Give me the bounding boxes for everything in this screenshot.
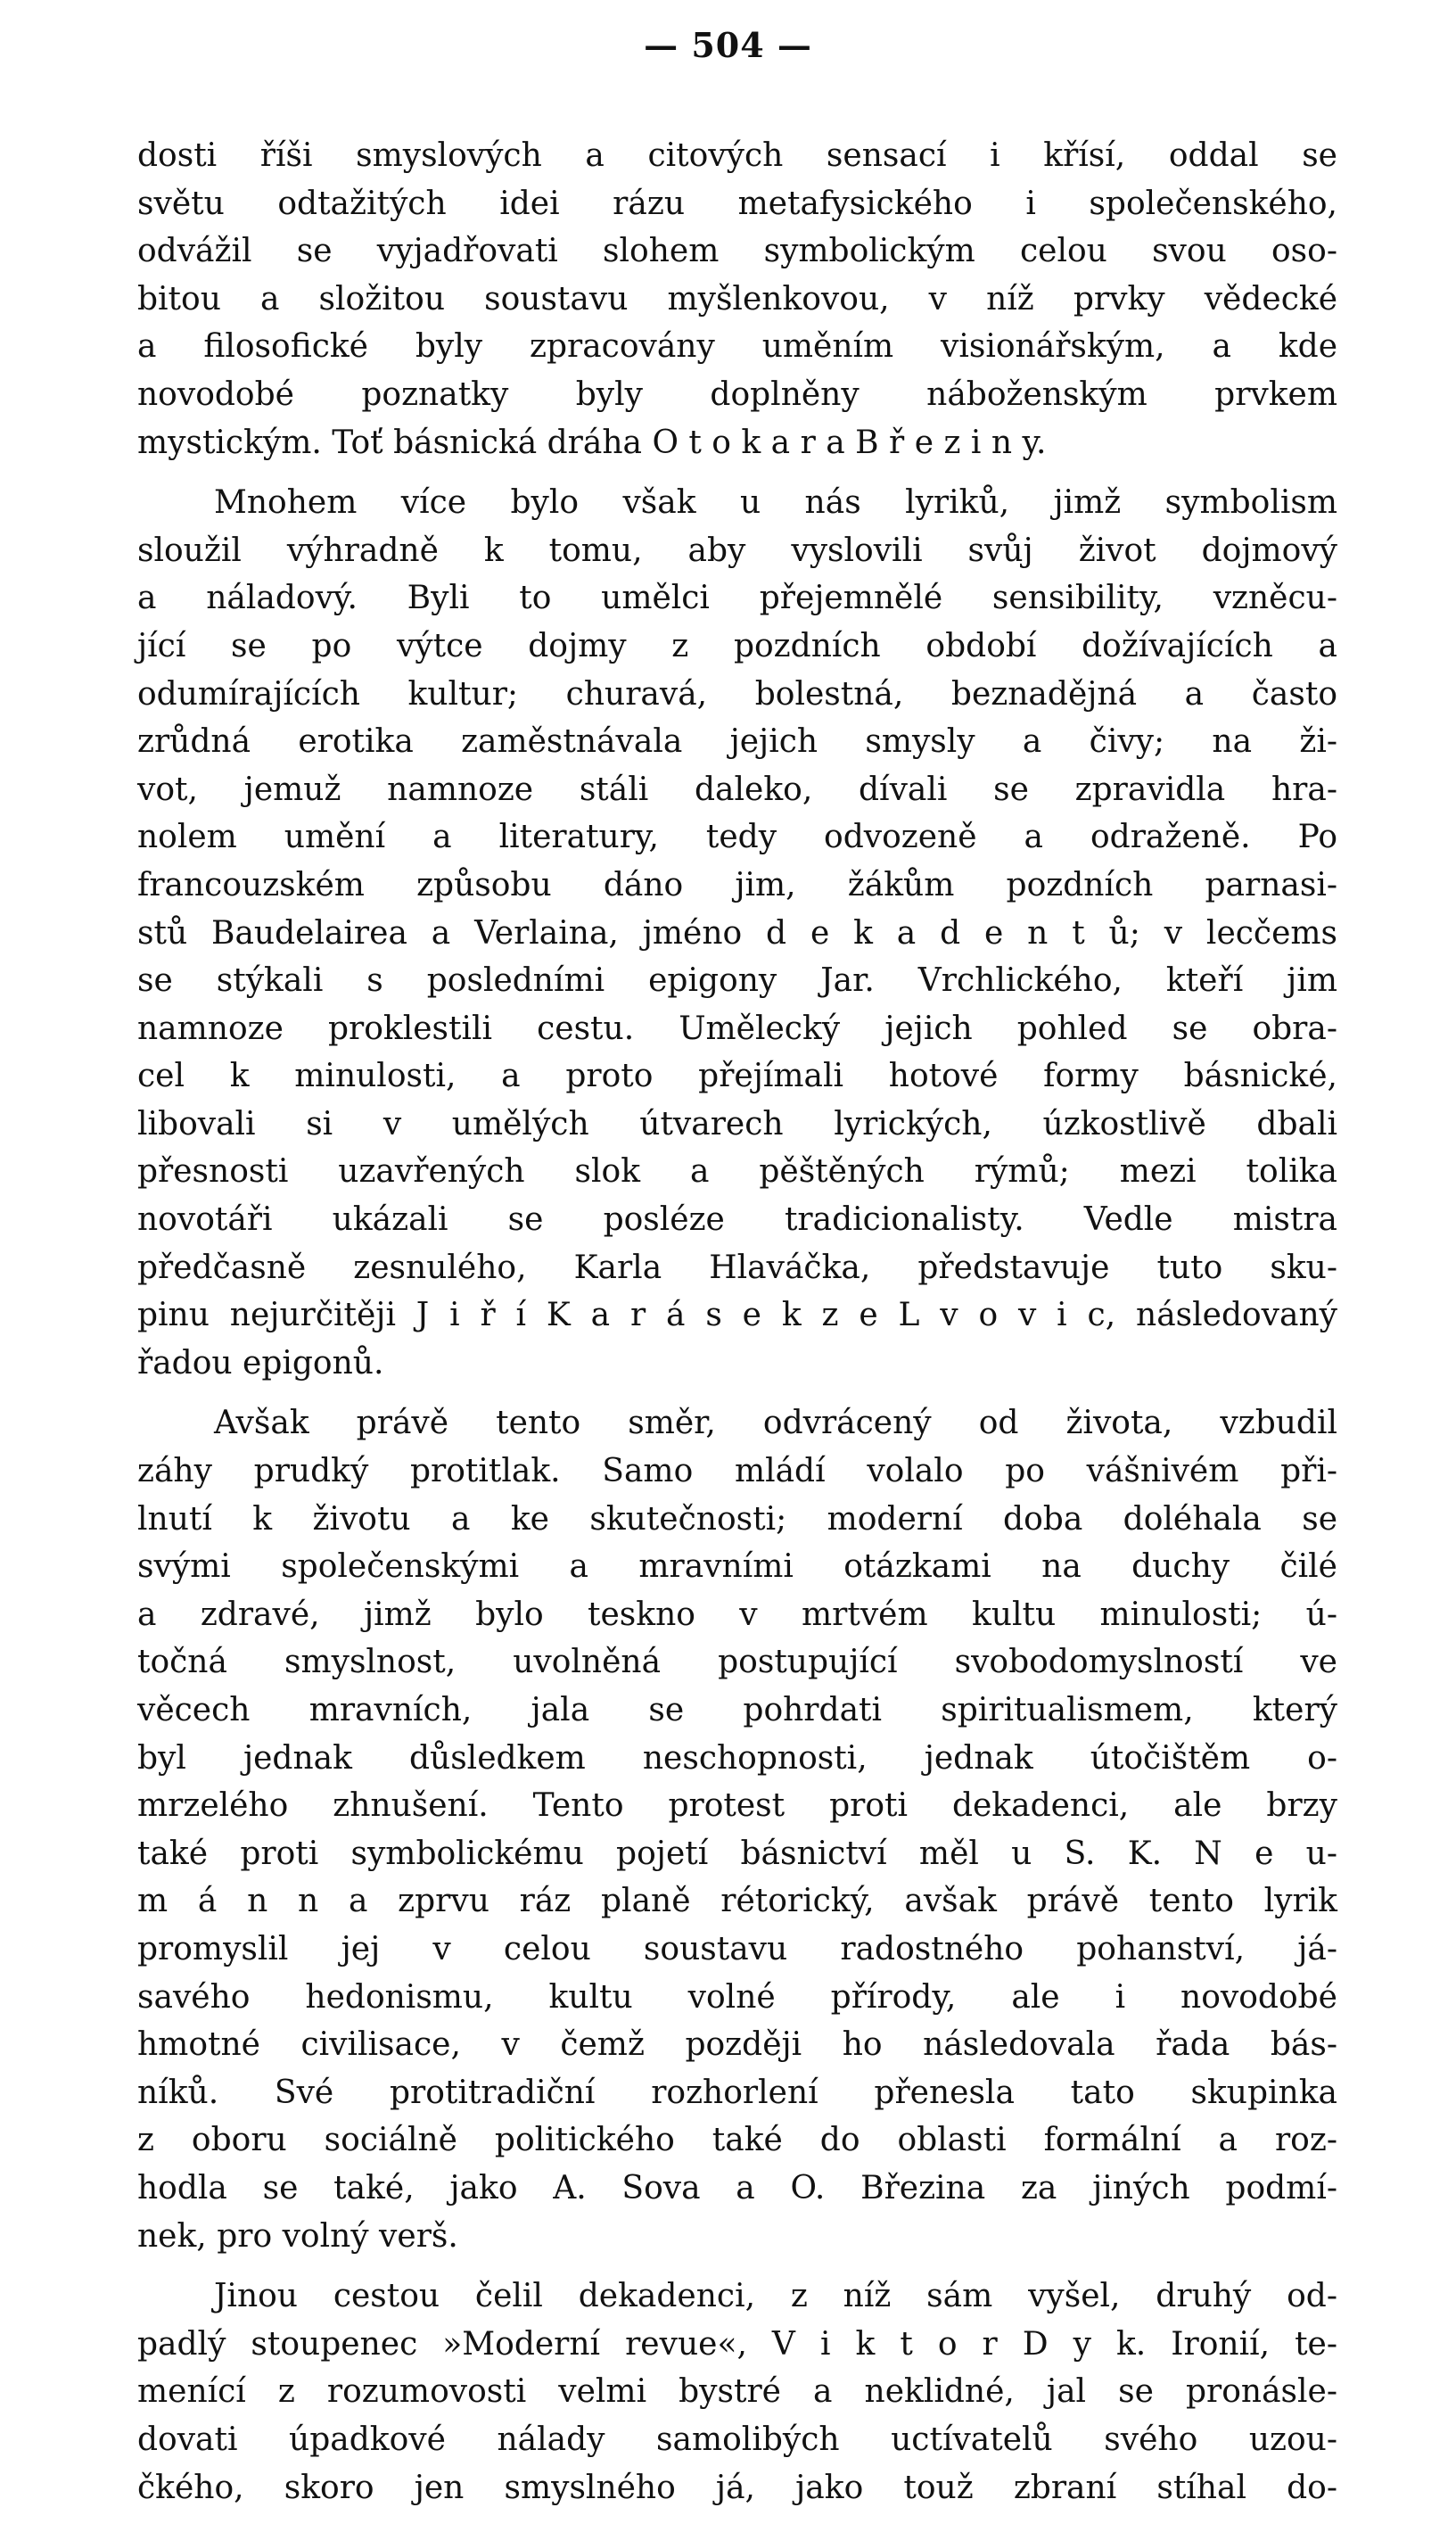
text-line: nek, pro volný verš. xyxy=(137,2217,458,2255)
text-line: promyslil jej v celou soustavu radostného pohanství, já- xyxy=(137,1930,1337,1967)
text-line: novodobé poznatky byly doplněny náboženským prvkem xyxy=(137,375,1337,413)
text-line: a filosofické byly zpracovány uměním visionářským, a kde xyxy=(137,328,1337,366)
text-line: byl jednak důsledkem neschopnosti, jednak útočištěm o- xyxy=(137,1739,1337,1777)
text-line: se stýkali s posledními epigony Jar. Vrchlického, kteří jim xyxy=(137,962,1337,1000)
text-line: odumírajících kultur; churavá, bolestná, beznadějná a často xyxy=(137,675,1337,713)
text-line: hmotné civilisace, v čemž později ho následovala řada bás- xyxy=(137,2026,1337,2064)
text-line: řadou epigonů. xyxy=(137,1344,384,1382)
text-line: níků. Své protitradiční rozhorlení přenesla tato skupinka xyxy=(137,2074,1337,2111)
text-line: také proti symbolickému pojetí básnictví měl u S. K. N e u- xyxy=(137,1835,1337,1872)
text-line: jící se po výtce dojmy z pozdních období dožívajících a xyxy=(137,627,1337,664)
text-line: a zdravé, jimž bylo teskno v mrtvém kultu minulosti; ú- xyxy=(137,1596,1337,1633)
body-text xyxy=(137,132,1337,2524)
paragraph-1 xyxy=(137,132,1337,466)
text-line: sloužil výhradně k tomu, aby vyslovili svůj život dojmový xyxy=(137,532,1337,569)
text-line: m á n n a zprvu ráz planě rétorický, avšak právě tento lyrik xyxy=(137,1883,1337,1920)
text-line: savého hedonismu, kultu volné přírody, ale i novodobé xyxy=(137,1978,1337,2016)
text-line: Mnohem více bylo však u nás lyriků, jimž symbolism xyxy=(214,484,1337,522)
text-line: menící z rozumovosti velmi bystré a neklidné, jal se pronásle- xyxy=(137,2373,1337,2411)
text-line: Jinou cestou čelil dekadenci, z níž sám vyšel, druhý od- xyxy=(214,2278,1337,2315)
text-line: dosti říši smyslových a citových sensací i křísí, oddal se xyxy=(137,137,1337,174)
text-line: cel k minulosti, a proto přejímali hotové formy básnické, xyxy=(137,1058,1337,1095)
text-line: hodla se také, jako A. Sova a O. Březina za jiných podmí- xyxy=(137,2169,1337,2206)
text-line: francouzském způsobu dáno jim, žákům pozdních parnasi- xyxy=(137,866,1337,903)
text-line: z oboru sociálně politického také do oblasti formální a roz- xyxy=(137,2122,1337,2159)
text-line: předčasně zesnulého, Karla Hlaváčka, představuje tuto sku- xyxy=(137,1249,1337,1286)
text-line: odvážil se vyjadřovati slohem symbolickým celou svou oso- xyxy=(137,233,1337,270)
text-line: čkého, skoro jen smyslného já, jako touž zbraní stíhal do- xyxy=(137,2469,1337,2506)
text-line: Avšak právě tento směr, odvrácený od života, vzbudil xyxy=(214,1405,1337,1442)
text-line: lnutí k životu a ke skutečnosti; moderní doba doléhala se xyxy=(137,1500,1337,1538)
text-line: věcech mravních, jala se pohrdati spiritualismem, který xyxy=(137,1692,1337,1728)
text-line: libovali si v umělých útvarech lyrických, úzkostlivě dbali xyxy=(137,1105,1337,1142)
text-line: namnoze proklestili cestu. Umělecký jejich pohled se obra- xyxy=(137,1010,1337,1047)
text-line: svými společenskými a mravními otázkami na duchy čilé xyxy=(137,1548,1337,1586)
text-line: vot, jemuž namnoze stáli daleko, dívali se zpravidla hra- xyxy=(137,771,1337,808)
text-line: světu odtažitých idei rázu metafysického i společenského, xyxy=(137,185,1337,222)
text-line: zrůdná erotika zaměstnávala jejich smysly a čivy; na ži- xyxy=(137,723,1337,761)
text-line: stů Baudelairea a Verlaina, jméno d e k a d e n t ů; v lecčems xyxy=(137,914,1337,952)
text-line: mrzelého zhnušení. Tento protest proti dekadenci, ale brzy xyxy=(137,1787,1337,1825)
text-line: padlý stoupenec »Moderní revue«, V i k t o r D y k. Ironií, te- xyxy=(137,2325,1337,2363)
text-line: bitou a složitou soustavu myšlenkovou, v níž prvky vědecké xyxy=(137,280,1337,318)
text-line: nolem umění a literatury, tedy odvozeně a odraženě. Po xyxy=(137,819,1337,856)
text-line: novotáři ukázali se posléze tradicionalisty. Vedle mistra xyxy=(137,1201,1337,1239)
paragraph-4 xyxy=(137,2272,1337,2512)
text-line: přesnosti uzavřených slok a pěštěných rýmů; mezi tolika xyxy=(137,1153,1337,1191)
paragraph-2 xyxy=(137,479,1337,1387)
text-line: mystickým. Toť básnická dráha O t o k a r a B ř e z i n y. xyxy=(137,424,1047,461)
text-line: dovati úpadkové nálady samolibých uctívatelů svého uzou- xyxy=(137,2421,1337,2458)
text-line: pinu nejurčitěji J i ř í K a r á s e k z e L v o v i c, následovaný xyxy=(137,1297,1337,1334)
paragraph-3 xyxy=(137,1399,1337,2260)
text-line: záhy prudký protitlak. Samo mládí volalo po vášnivém při- xyxy=(137,1453,1337,1490)
text-line: a náladový. Byli to umělci přejemnělé sensibility, vzněcu- xyxy=(137,580,1337,617)
page-number: — 504 — xyxy=(644,25,812,65)
text-line: točná smyslnost, uvolněná postupující svobodomyslností ve xyxy=(137,1644,1337,1681)
